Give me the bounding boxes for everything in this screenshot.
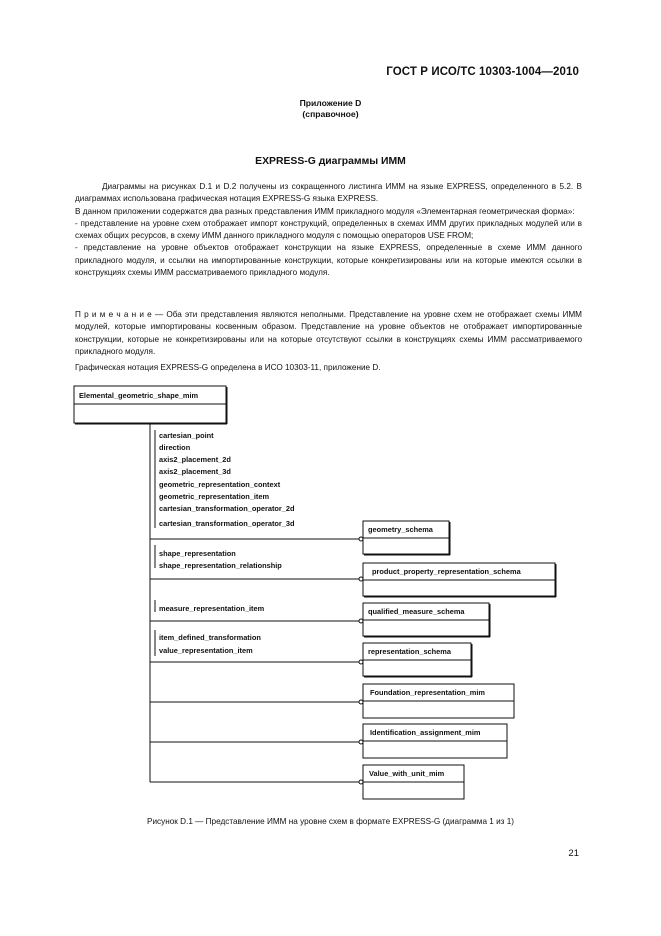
link-value-with-unit [150, 780, 363, 784]
link-foundation [150, 700, 363, 704]
item-label: shape_representation_relationship [159, 561, 282, 570]
item-label: measure_representation_item [159, 604, 265, 613]
notation-reference-text: Графическая нотация EXPRESS-G определена в ИСО 10303-11, приложение D. [75, 363, 381, 372]
annex-subtitle: (справочное) [302, 109, 359, 119]
schema-box-product-property [363, 563, 557, 598]
item-label: direction [159, 443, 191, 452]
item-label: shape_representation [159, 549, 236, 558]
schema-box-representation [363, 643, 473, 678]
main-schema-label: Elemental_geometric_shape_mim [79, 391, 199, 400]
item-label: cartesian_transformation_operator_2d [159, 504, 295, 513]
item-label: item_defined_transformation [159, 633, 261, 642]
group-product-property [150, 545, 363, 581]
section-title: EXPRESS-G диаграммы ИММ [255, 156, 406, 167]
main-schema-box [74, 386, 228, 425]
group-representation [150, 630, 363, 664]
item-label: axis2_placement_3d [159, 467, 231, 476]
item-label: cartesian_transformation_operator_3d [159, 519, 295, 528]
item-label: value_representation_item [159, 646, 253, 655]
page-number: 21 [568, 848, 579, 859]
item-label: geometric_representation_item [159, 492, 270, 501]
schema-box-qualified-measure [363, 603, 491, 638]
annex-title: Приложение D [299, 98, 362, 108]
note-label: П р и м е ч а н и е [75, 310, 152, 319]
schema-box-geometry [363, 521, 451, 556]
schema-label: Foundation_representation_mim [370, 688, 485, 697]
link-identification [150, 740, 363, 744]
figure-caption: Рисунок D.1 — Представление ИММ на уровне схем в формате EXPRESS-G (диаграмма 1 из 1) [147, 817, 514, 826]
schema-label: Identification_assignment_mim [370, 728, 481, 737]
schema-box-foundation [363, 684, 514, 718]
schema-label: qualified_measure_schema [368, 607, 465, 616]
paragraph-3: - представление на уровне схем отображает импорт конструкций, определенных в схемах ИММ других прикладных модулей или в схемах общих ресурсов, в схему ИММ данного прикладного модуля с помощью операторов USE FROM; [75, 218, 582, 241]
paragraph-4: - представление на уровне объектов отображает конструкции на языке EXPRESS, определенные в схеме ИММ данного прикладного модуля, и ссылки на импортированные конструкции, которые конкретизированы или на которые имеются ссылки в конструкциях схемы ИММ рассматриваемого прикладного модуля. [75, 243, 582, 278]
group-qualified-measure [150, 600, 363, 623]
schema-box-identification [363, 724, 507, 758]
schema-label: representation_schema [368, 647, 451, 656]
paragraph-1: Диаграммы на рисунках D.1 и D.2 получены из сокращенного листинга ИММ на языке EXPRESS, определенного в 5.2. В диаграммах использована графическая нотация EXPRESS-G языка EXPRESS. [75, 182, 582, 204]
item-label: geometric_representation_context [159, 480, 281, 489]
paragraph-2: В данном приложении содержатся два разных представления ИММ прикладного модуля «Элементарная геометрическая форма»: [75, 206, 575, 216]
schema-label: Value_with_unit_mim [369, 769, 445, 778]
schema-label: product_property_representation_schema [372, 567, 521, 576]
note-text: — Оба эти представления являются неполными. Представление на уровне схем не отображает схемы ИММ модулей, которые импортированы косвенным образом. Представление на уровне объектов не отображает импортированные конструкции, которые не конкретизированы или на которые отсутствуют ссылки в конструкциях схемы ИММ рассматриваемого прикладного модуля. [75, 310, 582, 356]
schema-label: geometry_schema [368, 525, 433, 534]
document-header: ГОСТ Р ИСО/ТС 10303-1004—2010 [386, 66, 579, 78]
item-label: cartesian_point [159, 431, 214, 440]
item-label: axis2_placement_2d [159, 455, 231, 464]
schema-box-value-with-unit [363, 765, 464, 799]
group-geometry [150, 430, 363, 541]
